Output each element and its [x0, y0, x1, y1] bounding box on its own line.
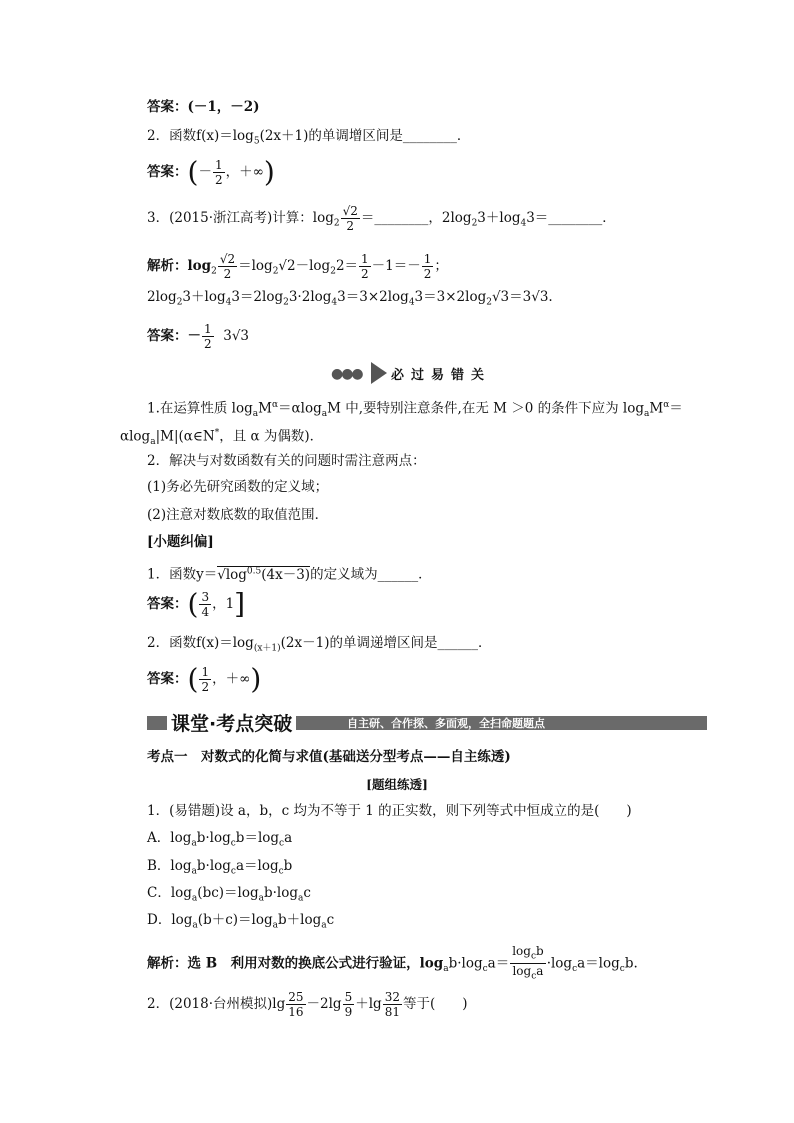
solution-line: 解析：选 B 利用对数的换底公式进行验证，$\log_ab\cdot\log_ca=$ $\frac{\log_cb}{\log_ca}$ $\cdot\log_ca=\log_cb$. — [147, 944, 638, 982]
answer-line: 答案：(－ $\frac{1}{2}$ ，＋∞) — [147, 155, 275, 189]
note-line: αlog$_a$|M|(α∈N*，且 α 为偶数)． — [120, 428, 324, 448]
question-line: 1．(易错题)设 a，b，c 均为不等于 1 的正实数，则下列等式中恒成立的是( ) — [147, 803, 632, 819]
note-line: (1)务必先研究函数的定义域； — [147, 479, 329, 495]
solution-line: 解析：$\log_2$ $\frac{√2}{2}$ $=\log_2√2-\log_22=$ $\frac{1}{2}$ －1＝－ $\frac{1}{2}$ ； — [147, 252, 448, 281]
question-line: 2．函数$f(x)=\log_{(x+1)}(2x-1)$的单调递增区间是______． — [147, 635, 492, 654]
question-line: 1．函数$y=√\log^{0.5}(4x-3)$的定义域为______． — [147, 566, 432, 583]
option-d: D．$\log_a(b+c)=\log_ab+\log_ac$ — [147, 912, 335, 931]
note-line: (2)注意对数底数的取值范围． — [147, 507, 329, 523]
question-line: 3．(2015·浙江高考)计算：$\log_2$ $\frac{√2}{2}$ ＝________，$2\log_23+\log_43=\_\_\_\_\_\_\_\_$． — [147, 204, 616, 233]
subheading: [小题纠偏] — [147, 534, 214, 550]
question-line: 2．(2018·台州模拟)lg $\frac{25}{16}$ －2lg $\frac{5}{9}$ ＋lg $\frac{32}{81}$ 等于( ) — [147, 990, 468, 1019]
option-c: C．$\log_a(bc)=\log_ab\cdot\log_ac$ — [147, 885, 311, 904]
answer-line: 答案：( $\frac{3}{4}$ ，1] — [147, 587, 246, 621]
arrow-icon — [371, 362, 387, 384]
dots-icon: ●●● — [331, 366, 362, 382]
answer-line: 答案：(－1，－2) — [147, 99, 260, 115]
answer-line: 答案：－ $\frac{1}{2}$ 3√3 — [147, 322, 250, 351]
question-line: 2．函数$f(x)=\log_5(2x+1)$的单调增区间是________． — [147, 128, 471, 147]
note-line: 2．解决与对数函数有关的问题时需注意两点： — [147, 453, 426, 469]
answer-line: 答案：( $\frac{1}{2}$ ，＋∞) — [147, 662, 262, 696]
topic-heading: 考点一 对数式的化简与求值(基础送分型考点——自主练透) — [147, 749, 511, 765]
option-a: A．$\log_ab\cdot\log_cb=\log_ca$ — [147, 830, 293, 849]
section-banner-pitfalls: ●●● 必过易错关 — [331, 362, 491, 384]
solution-line: $2\log_23+\log_43=2\log_23\cdot 2\log_43=3\times 2\log_43=3\times 2\log_2√3=3√3$. — [147, 289, 553, 308]
group-heading: [题组练透] — [366, 777, 428, 792]
option-b: B．$\log_ab\cdot\log_ca=\log_cb$ — [147, 858, 293, 877]
section-banner-classroom: 课堂·考点突破 自主研、合作探、多面观，全扫命题题点 — [147, 713, 707, 735]
note-line: 1.在运算性质 $\log_aM^\alpha=\alpha\log_aM$ 中,要特别注意条件,在无 M ＞0 的条件下应为 $\log_aM^\alpha=$ — [147, 400, 683, 420]
